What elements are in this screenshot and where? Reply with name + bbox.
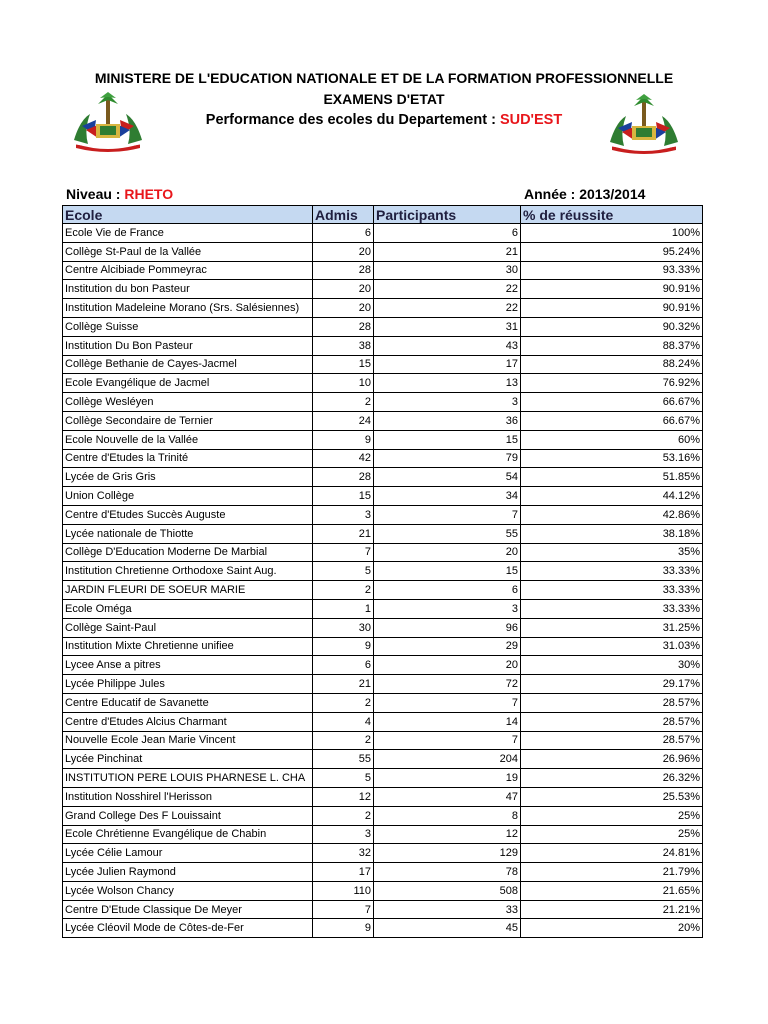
cell-reussite: 28.57% bbox=[521, 712, 703, 731]
cell-ecole: Collège Suisse bbox=[63, 317, 313, 336]
cell-ecole: Ecole Vie de France bbox=[63, 224, 313, 243]
cell-participants: 3 bbox=[374, 393, 521, 412]
cell-participants: 3 bbox=[374, 599, 521, 618]
cell-participants: 129 bbox=[374, 844, 521, 863]
cell-participants: 15 bbox=[374, 562, 521, 581]
cell-admis: 6 bbox=[313, 224, 374, 243]
cell-reussite: 28.57% bbox=[521, 693, 703, 712]
cell-participants: 78 bbox=[374, 863, 521, 882]
cell-ecole: Ecole Evangélique de Jacmel bbox=[63, 374, 313, 393]
cell-reussite: 25% bbox=[521, 806, 703, 825]
cell-ecole: Ecole Chrétienne Evangélique de Chabin bbox=[63, 825, 313, 844]
cell-participants: 7 bbox=[374, 693, 521, 712]
column-header-participants: Participants bbox=[374, 206, 521, 224]
cell-ecole: Centre d'Etudes Succès Auguste bbox=[63, 505, 313, 524]
cell-participants: 72 bbox=[374, 675, 521, 694]
cell-admis: 7 bbox=[313, 543, 374, 562]
cell-ecole: Centre d'Etudes Alcius Charmant bbox=[63, 712, 313, 731]
table-row bbox=[63, 881, 703, 900]
table-row bbox=[63, 825, 703, 844]
cell-admis: 15 bbox=[313, 487, 374, 506]
cell-reussite: 21.21% bbox=[521, 900, 703, 919]
cell-admis: 2 bbox=[313, 731, 374, 750]
table-row bbox=[63, 317, 703, 336]
table-row bbox=[63, 393, 703, 412]
cell-reussite: 31.25% bbox=[521, 618, 703, 637]
cell-reussite: 93.33% bbox=[521, 261, 703, 280]
cell-reussite: 60% bbox=[521, 430, 703, 449]
cell-participants: 12 bbox=[374, 825, 521, 844]
results-table bbox=[62, 205, 703, 938]
cell-participants: 54 bbox=[374, 468, 521, 487]
cell-reussite: 31.03% bbox=[521, 637, 703, 656]
table-row bbox=[63, 224, 703, 243]
cell-participants: 30 bbox=[374, 261, 521, 280]
cell-admis: 2 bbox=[313, 693, 374, 712]
exam-title: EXAMENS D'ETAT bbox=[323, 91, 445, 107]
cell-participants: 6 bbox=[374, 224, 521, 243]
cell-participants: 8 bbox=[374, 806, 521, 825]
cell-ecole: Centre d'Etudes la Trinité bbox=[63, 449, 313, 468]
annee: Année : 2013/2014 bbox=[524, 186, 646, 202]
cell-admis: 21 bbox=[313, 524, 374, 543]
cell-participants: 17 bbox=[374, 355, 521, 374]
cell-ecole: Centre D'Etude Classique De Meyer bbox=[63, 900, 313, 919]
cell-reussite: 30% bbox=[521, 656, 703, 675]
cell-ecole: Institution Madeleine Morano (Srs. Salésiennes) bbox=[63, 299, 313, 318]
cell-admis: 15 bbox=[313, 355, 374, 374]
table-row bbox=[63, 599, 703, 618]
cell-participants: 45 bbox=[374, 919, 521, 938]
cell-reussite: 33.33% bbox=[521, 581, 703, 600]
cell-admis: 20 bbox=[313, 280, 374, 299]
cell-ecole: Union Collège bbox=[63, 487, 313, 506]
column-header-reussite: % de réussite bbox=[521, 206, 703, 224]
table-row bbox=[63, 675, 703, 694]
cell-reussite: 20% bbox=[521, 919, 703, 938]
cell-admis: 28 bbox=[313, 261, 374, 280]
cell-admis: 2 bbox=[313, 581, 374, 600]
cell-admis: 30 bbox=[313, 618, 374, 637]
ministry-title: MINISTERE DE L'EDUCATION NATIONALE ET DE LA FORMATION PROFESSIONNELLE bbox=[94, 70, 674, 86]
table-row bbox=[63, 693, 703, 712]
cell-reussite: 25% bbox=[521, 825, 703, 844]
cell-reussite: 38.18% bbox=[521, 524, 703, 543]
performance-label: Performance des ecoles du Departement : bbox=[205, 112, 500, 128]
cell-participants: 34 bbox=[374, 487, 521, 506]
cell-participants: 7 bbox=[374, 505, 521, 524]
cell-reussite: 51.85% bbox=[521, 468, 703, 487]
table-row bbox=[63, 411, 703, 430]
cell-admis: 28 bbox=[313, 317, 374, 336]
cell-participants: 96 bbox=[374, 618, 521, 637]
cell-admis: 24 bbox=[313, 411, 374, 430]
cell-reussite: 88.24% bbox=[521, 355, 703, 374]
cell-ecole: Lycée Wolson Chancy bbox=[63, 881, 313, 900]
column-header-ecole: Ecole bbox=[63, 206, 313, 224]
cell-ecole: Ecole Oméga bbox=[63, 599, 313, 618]
table-row bbox=[63, 487, 703, 506]
cell-participants: 14 bbox=[374, 712, 521, 731]
niveau-value: RHETO bbox=[124, 186, 174, 202]
table-row bbox=[63, 336, 703, 355]
table-header-row bbox=[63, 206, 703, 224]
cell-participants: 33 bbox=[374, 900, 521, 919]
cell-admis: 3 bbox=[313, 825, 374, 844]
cell-ecole: JARDIN FLEURI DE SOEUR MARIE bbox=[63, 581, 313, 600]
cell-ecole: Lycée de Gris Gris bbox=[63, 468, 313, 487]
table-row bbox=[63, 280, 703, 299]
document-header bbox=[0, 68, 768, 131]
table-row bbox=[63, 261, 703, 280]
cell-ecole: Lycée Julien Raymond bbox=[63, 863, 313, 882]
cell-admis: 55 bbox=[313, 750, 374, 769]
cell-reussite: 53.16% bbox=[521, 449, 703, 468]
table-row bbox=[63, 900, 703, 919]
cell-admis: 9 bbox=[313, 637, 374, 656]
cell-ecole: Lycee Anse a pitres bbox=[63, 656, 313, 675]
table-row bbox=[63, 731, 703, 750]
cell-ecole: Collège St-Paul de la Vallée bbox=[63, 242, 313, 261]
table-row bbox=[63, 656, 703, 675]
cell-ecole: Institution Du Bon Pasteur bbox=[63, 336, 313, 355]
cell-admis: 20 bbox=[313, 299, 374, 318]
table-row bbox=[63, 863, 703, 882]
cell-reussite: 21.65% bbox=[521, 881, 703, 900]
cell-admis: 2 bbox=[313, 806, 374, 825]
cell-admis: 38 bbox=[313, 336, 374, 355]
cell-reussite: 66.67% bbox=[521, 411, 703, 430]
cell-reussite: 29.17% bbox=[521, 675, 703, 694]
cell-admis: 17 bbox=[313, 863, 374, 882]
cell-participants: 22 bbox=[374, 280, 521, 299]
cell-ecole: Collège Saint-Paul bbox=[63, 618, 313, 637]
performance-title bbox=[0, 110, 768, 131]
cell-reussite: 24.81% bbox=[521, 844, 703, 863]
cell-participants: 13 bbox=[374, 374, 521, 393]
cell-reussite: 100% bbox=[521, 224, 703, 243]
cell-reussite: 90.32% bbox=[521, 317, 703, 336]
table-row bbox=[63, 618, 703, 637]
cell-admis: 28 bbox=[313, 468, 374, 487]
cell-reussite: 95.24% bbox=[521, 242, 703, 261]
table-row bbox=[63, 919, 703, 938]
cell-admis: 9 bbox=[313, 919, 374, 938]
cell-reussite: 25.53% bbox=[521, 787, 703, 806]
cell-reussite: 28.57% bbox=[521, 731, 703, 750]
cell-ecole: Centre Educatif de Savanette bbox=[63, 693, 313, 712]
cell-reussite: 35% bbox=[521, 543, 703, 562]
table-row bbox=[63, 806, 703, 825]
cell-reussite: 26.32% bbox=[521, 769, 703, 788]
cell-reussite: 21.79% bbox=[521, 863, 703, 882]
cell-participants: 204 bbox=[374, 750, 521, 769]
table-row bbox=[63, 374, 703, 393]
cell-reussite: 33.33% bbox=[521, 599, 703, 618]
cell-reussite: 33.33% bbox=[521, 562, 703, 581]
cell-admis: 21 bbox=[313, 675, 374, 694]
table-row bbox=[63, 581, 703, 600]
table-row bbox=[63, 769, 703, 788]
cell-ecole: Institution Nosshirel l'Herisson bbox=[63, 787, 313, 806]
cell-admis: 20 bbox=[313, 242, 374, 261]
cell-ecole: Lycée nationale de Thiotte bbox=[63, 524, 313, 543]
cell-participants: 6 bbox=[374, 581, 521, 600]
cell-participants: 31 bbox=[374, 317, 521, 336]
cell-admis: 32 bbox=[313, 844, 374, 863]
cell-admis: 10 bbox=[313, 374, 374, 393]
table-row bbox=[63, 712, 703, 731]
cell-ecole: Lycée Célie Lamour bbox=[63, 844, 313, 863]
cell-participants: 79 bbox=[374, 449, 521, 468]
cell-participants: 20 bbox=[374, 543, 521, 562]
cell-reussite: 66.67% bbox=[521, 393, 703, 412]
department-name: SUD'EST bbox=[499, 112, 563, 128]
column-header-admis: Admis bbox=[313, 206, 374, 224]
cell-ecole: Lycée Cléovil Mode de Côtes-de-Fer bbox=[63, 919, 313, 938]
niveau bbox=[66, 186, 173, 202]
table-row bbox=[63, 844, 703, 863]
cell-reussite: 88.37% bbox=[521, 336, 703, 355]
cell-reussite: 90.91% bbox=[521, 299, 703, 318]
cell-admis: 6 bbox=[313, 656, 374, 675]
table-row bbox=[63, 449, 703, 468]
cell-participants: 15 bbox=[374, 430, 521, 449]
cell-ecole: Institution du bon Pasteur bbox=[63, 280, 313, 299]
table-row bbox=[63, 505, 703, 524]
table-row bbox=[63, 787, 703, 806]
cell-ecole: Lycée Pinchinat bbox=[63, 750, 313, 769]
cell-participants: 19 bbox=[374, 769, 521, 788]
cell-reussite: 44.12% bbox=[521, 487, 703, 506]
cell-ecole: Collège D'Education Moderne De Marbial bbox=[63, 543, 313, 562]
table-row bbox=[63, 242, 703, 261]
table-row bbox=[63, 430, 703, 449]
table-row bbox=[63, 750, 703, 769]
cell-ecole: Grand College Des F Louissaint bbox=[63, 806, 313, 825]
cell-participants: 21 bbox=[374, 242, 521, 261]
cell-ecole: Institution Mixte Chretienne unifiee bbox=[63, 637, 313, 656]
cell-admis: 4 bbox=[313, 712, 374, 731]
cell-ecole: Collège Wesléyen bbox=[63, 393, 313, 412]
table-body bbox=[63, 224, 703, 938]
cell-ecole: Collège Bethanie de Cayes-Jacmel bbox=[63, 355, 313, 374]
cell-admis: 7 bbox=[313, 900, 374, 919]
cell-participants: 29 bbox=[374, 637, 521, 656]
cell-admis: 42 bbox=[313, 449, 374, 468]
cell-participants: 47 bbox=[374, 787, 521, 806]
cell-participants: 508 bbox=[374, 881, 521, 900]
cell-reussite: 42.86% bbox=[521, 505, 703, 524]
cell-ecole: Institution Chretienne Orthodoxe Saint Aug. bbox=[63, 562, 313, 581]
cell-ecole: Collège Secondaire de Ternier bbox=[63, 411, 313, 430]
cell-participants: 55 bbox=[374, 524, 521, 543]
cell-admis: 5 bbox=[313, 769, 374, 788]
cell-ecole: Nouvelle Ecole Jean Marie Vincent bbox=[63, 731, 313, 750]
table-row bbox=[63, 524, 703, 543]
cell-admis: 5 bbox=[313, 562, 374, 581]
cell-participants: 7 bbox=[374, 731, 521, 750]
niveau-label: Niveau : bbox=[66, 186, 125, 202]
cell-participants: 43 bbox=[374, 336, 521, 355]
table-row bbox=[63, 543, 703, 562]
cell-reussite: 76.92% bbox=[521, 374, 703, 393]
cell-admis: 110 bbox=[313, 881, 374, 900]
cell-ecole: INSTITUTION PERE LOUIS PHARNESE L. CHA bbox=[63, 769, 313, 788]
table-row bbox=[63, 562, 703, 581]
cell-participants: 36 bbox=[374, 411, 521, 430]
table-row bbox=[63, 299, 703, 318]
cell-admis: 12 bbox=[313, 787, 374, 806]
cell-participants: 20 bbox=[374, 656, 521, 675]
cell-participants: 22 bbox=[374, 299, 521, 318]
cell-reussite: 26.96% bbox=[521, 750, 703, 769]
cell-reussite: 90.91% bbox=[521, 280, 703, 299]
table-row bbox=[63, 468, 703, 487]
cell-admis: 9 bbox=[313, 430, 374, 449]
cell-ecole: Lycée Philippe Jules bbox=[63, 675, 313, 694]
cell-admis: 2 bbox=[313, 393, 374, 412]
cell-ecole: Centre Alcibiade Pommeyrac bbox=[63, 261, 313, 280]
table-row bbox=[63, 637, 703, 656]
cell-ecole: Ecole Nouvelle de la Vallée bbox=[63, 430, 313, 449]
table-row bbox=[63, 355, 703, 374]
cell-admis: 1 bbox=[313, 599, 374, 618]
cell-admis: 3 bbox=[313, 505, 374, 524]
